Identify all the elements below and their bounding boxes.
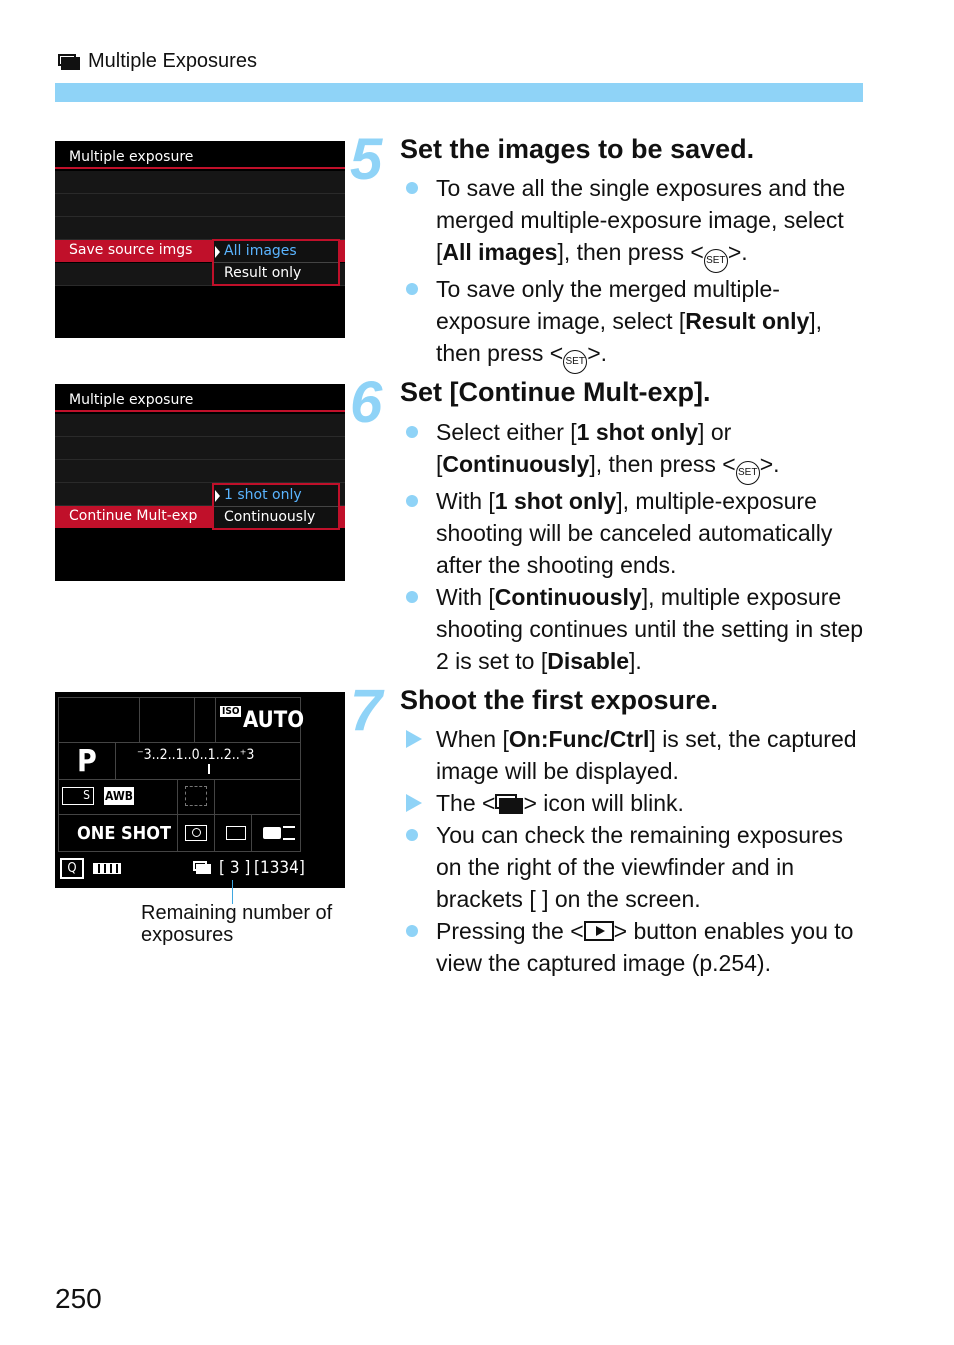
set-button-icon: SET [736, 461, 760, 485]
step-number: 7 [350, 678, 383, 743]
menu-label: Save source imgs [69, 242, 193, 258]
page-number: 250 [55, 1283, 102, 1314]
bullet: You can check the remaining exposures on the right of the viewfinder and in brackets [ ] on the screen. [400, 819, 870, 915]
metering-icon [185, 825, 207, 841]
camera-screen-save-source [55, 141, 345, 338]
result-bullet: When [On:Func/Ctrl] is set, the captured image will be displayed. [400, 723, 870, 787]
bullet: Pressing the < > button enables you to view the captured image (p.254). [400, 915, 870, 979]
option-continuously[interactable]: Continuously [214, 506, 338, 528]
playback-icon [584, 921, 614, 941]
step-number: 6 [350, 370, 383, 435]
camera-settings-icon [263, 827, 281, 839]
screen-title: Multiple exposure [69, 149, 194, 165]
quick-control-screen [55, 692, 345, 888]
screen-title: Multiple exposure [69, 392, 194, 408]
white-balance-icon: AWB [105, 789, 133, 803]
set-button-icon: SET [563, 350, 587, 374]
step-number: 5 [350, 127, 383, 192]
shooting-mode: P [77, 744, 97, 779]
q-cell [214, 779, 301, 815]
menu-row [55, 194, 345, 217]
menu-row [55, 437, 345, 460]
header-bar [55, 83, 863, 102]
q-cell [194, 697, 216, 743]
quick-control-icon[interactable]: Q [60, 858, 84, 879]
step-6-bullets [400, 416, 870, 677]
battery-icon [93, 863, 121, 874]
menu-row [55, 460, 345, 483]
bullet: To save only the merged multiple-exposure image, select [Result only], then press < SET>. [400, 273, 870, 374]
bullet: With [Continuously], multiple exposure shooting continues until the setting in step 2 is set to [Disable]. [400, 581, 870, 677]
multiple-exposure-icon [193, 861, 211, 875]
option-1-shot-only[interactable]: 1 shot only [214, 485, 338, 506]
option-result-only[interactable]: Result only [214, 262, 338, 284]
step-5-bullets [400, 172, 870, 374]
exposure-indicator [208, 764, 210, 774]
option-dropdown[interactable] [212, 483, 340, 530]
remaining-exposures: [ 3 ] [219, 858, 251, 878]
step-title: Set the images to be saved. [400, 134, 755, 164]
menu-row [55, 414, 345, 437]
bullet: With [1 shot only], multiple-exposure shooting will be canceled automatically after the shooting ends. [400, 485, 870, 581]
camera-screen-continue [55, 384, 345, 581]
title-divider [55, 410, 345, 412]
section-header [58, 50, 257, 73]
q-cell [139, 697, 195, 743]
callout-label: Remaining number of exposures [141, 902, 333, 946]
menu-row [55, 171, 345, 194]
q-cell [58, 697, 140, 743]
single-shot-icon [226, 826, 246, 840]
multiple-exposure-icon [495, 794, 523, 814]
callout-line [232, 880, 233, 904]
iso-value: AUTO [243, 708, 305, 733]
exposure-scale: ⁻3..2..1..0..1..2..⁺3 [137, 747, 255, 763]
step-title: Shoot the first exposure. [400, 685, 719, 715]
menu-lines-icon [283, 826, 295, 840]
section-title: Multiple Exposures [88, 50, 257, 72]
af-mode: ONE SHOT [77, 823, 172, 844]
multiple-exposure-icon [58, 54, 80, 70]
option-dropdown[interactable] [212, 239, 340, 286]
title-divider [55, 167, 345, 169]
iso-badge: ISO [222, 706, 240, 717]
shots-remaining: [1334] [254, 858, 305, 878]
step-title: Set [Continue Mult-exp]. [400, 377, 711, 407]
set-button-icon: SET [704, 249, 728, 273]
menu-row [55, 217, 345, 240]
picture-style-icon: S [62, 787, 94, 805]
menu-label: Continue Mult-exp [69, 508, 198, 524]
result-bullet: The < > icon will blink. [400, 787, 870, 819]
bullet: To save all the single exposures and the merged multiple-exposure image, select [All images], then press < SET>. [400, 172, 870, 273]
step-7-bullets [400, 723, 870, 979]
option-all-images[interactable]: All images [214, 241, 338, 262]
auto-lighting-off-icon [185, 786, 207, 806]
bullet: Select either [1 shot only] or [Continuously], then press < SET>. [400, 416, 870, 485]
